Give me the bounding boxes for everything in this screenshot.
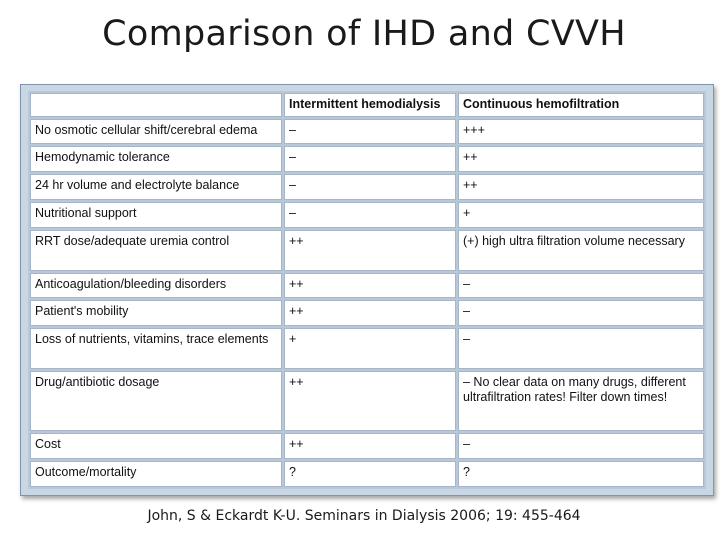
feature-cell: RRT dose/adequate uremia control	[30, 230, 282, 271]
table-row	[30, 174, 704, 200]
feature-cell: Nutritional support	[30, 202, 282, 228]
table-row	[30, 273, 704, 299]
ihd-cell: ++	[284, 371, 456, 431]
cvvh-cell: –	[458, 433, 704, 459]
feature-cell: Cost	[30, 433, 282, 459]
cvvh-cell: (+) high ultra filtration volume necessary	[458, 230, 704, 271]
cvvh-cell: – No clear data on many drugs, different ultrafiltration rates! Filter down times!	[458, 371, 704, 431]
table-row	[30, 300, 704, 326]
table-header-row	[30, 93, 704, 117]
ihd-cell: +	[284, 328, 456, 369]
feature-cell: Loss of nutrients, vitamins, trace elements	[30, 328, 282, 369]
table-row	[30, 146, 704, 172]
feature-cell: Outcome/mortality	[30, 461, 282, 487]
header-ihd: Intermittent hemodialysis	[284, 93, 456, 117]
ihd-cell: ++	[284, 300, 456, 326]
cvvh-cell: +	[458, 202, 704, 228]
cvvh-cell: –	[458, 273, 704, 299]
table-row	[30, 328, 704, 369]
feature-cell: Hemodynamic tolerance	[30, 146, 282, 172]
feature-cell: Drug/antibiotic dosage	[30, 371, 282, 431]
table-row	[30, 461, 704, 487]
table-row	[30, 230, 704, 271]
table-row	[30, 119, 704, 145]
feature-cell: No osmotic cellular shift/cerebral edema	[30, 119, 282, 145]
ihd-cell: ++	[284, 230, 456, 271]
feature-cell: 24 hr volume and electrolyte balance	[30, 174, 282, 200]
table-row	[30, 202, 704, 228]
cvvh-cell: ++	[458, 174, 704, 200]
ihd-cell: –	[284, 119, 456, 145]
feature-cell: Anticoagulation/bleeding disorders	[30, 273, 282, 299]
ihd-cell: ++	[284, 433, 456, 459]
cvvh-cell: –	[458, 300, 704, 326]
ihd-cell: ++	[284, 273, 456, 299]
header-cvvh: Continuous hemofiltration	[458, 93, 704, 117]
ihd-cell: –	[284, 202, 456, 228]
slide-title: Comparison of IHD and CVVH	[102, 14, 626, 54]
table-row	[30, 433, 704, 459]
citation: John, S & Eckardt K-U. Seminars in Dialysis 2006; 19: 455-464	[147, 508, 581, 524]
header-feature-cell	[30, 93, 282, 117]
ihd-cell: –	[284, 146, 456, 172]
cvvh-cell: ++	[458, 146, 704, 172]
table-row	[30, 371, 704, 431]
cvvh-cell: –	[458, 328, 704, 369]
ihd-cell: ?	[284, 461, 456, 487]
comparison-table-frame	[20, 84, 714, 496]
comparison-table	[28, 91, 706, 489]
cvvh-cell: ?	[458, 461, 704, 487]
feature-cell: Patient's mobility	[30, 300, 282, 326]
ihd-cell: –	[284, 174, 456, 200]
cvvh-cell: +++	[458, 119, 704, 145]
